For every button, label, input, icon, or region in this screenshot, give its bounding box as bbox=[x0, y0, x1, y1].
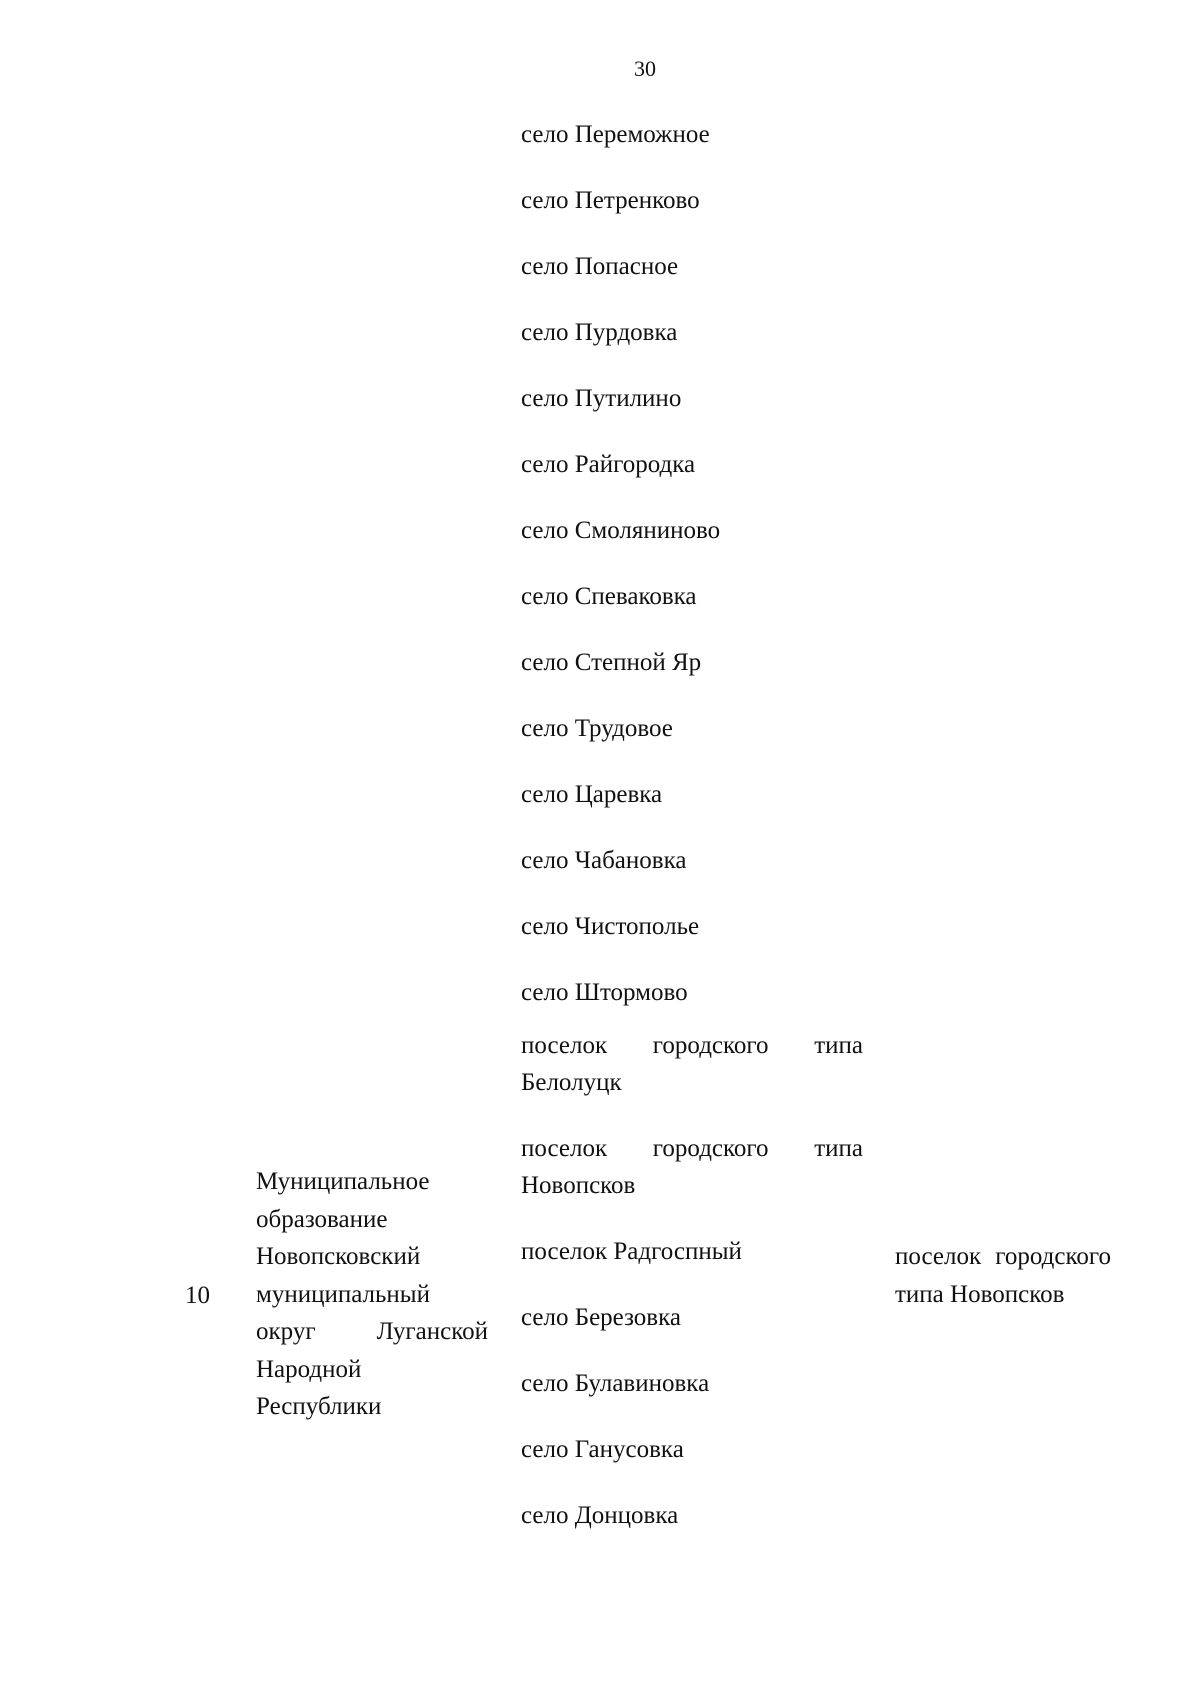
settlement-item: село Царевка bbox=[521, 781, 663, 808]
settlement-list-continued bbox=[521, 120, 861, 1044]
municipality-name: Муниципальное образование Новопсковский муниципальный округ Луганской Народной Республики bbox=[256, 1168, 488, 1420]
settlement-item: село Чабановка bbox=[521, 847, 687, 874]
settlement-item: село Переможное bbox=[521, 121, 710, 148]
settlement-item: село Донцовка bbox=[521, 1502, 679, 1529]
row-number: 10 bbox=[185, 1282, 210, 1309]
settlement-item: поселок Радгоспный bbox=[521, 1238, 742, 1265]
settlement-item: село Трудовое bbox=[521, 715, 673, 742]
settlement-item: село Попасное bbox=[521, 253, 679, 280]
settlement-item-novopskov: поселок городского типа Новопсков bbox=[521, 1135, 863, 1199]
settlement-item: село Петренково bbox=[521, 187, 700, 214]
settlement-item: село Райгородка bbox=[521, 451, 696, 478]
settlement-item-belolutsk: поселок городского типа Белолуцк bbox=[521, 1032, 863, 1096]
settlement-item: село Путилино bbox=[521, 385, 682, 412]
settlement-item: село Березовка bbox=[521, 1304, 681, 1331]
settlement-item: село Пурдовка bbox=[521, 319, 678, 346]
settlement-item: село Смоляниново bbox=[521, 517, 721, 544]
settlement-item: село Спеваковка bbox=[521, 583, 697, 610]
settlement-item: село Степной Яр bbox=[521, 649, 702, 676]
settlement-item: село Ганусовка bbox=[521, 1436, 684, 1463]
settlement-item: село Штормово bbox=[521, 979, 688, 1006]
settlement-item: село Чистополье bbox=[521, 913, 700, 940]
settlement-item: село Булавиновка bbox=[521, 1370, 710, 1397]
administrative-center: поселок городского типа Новопсков bbox=[895, 1243, 1111, 1308]
settlement-list-new-row bbox=[521, 1237, 861, 1567]
page-number: 30 bbox=[634, 56, 656, 81]
